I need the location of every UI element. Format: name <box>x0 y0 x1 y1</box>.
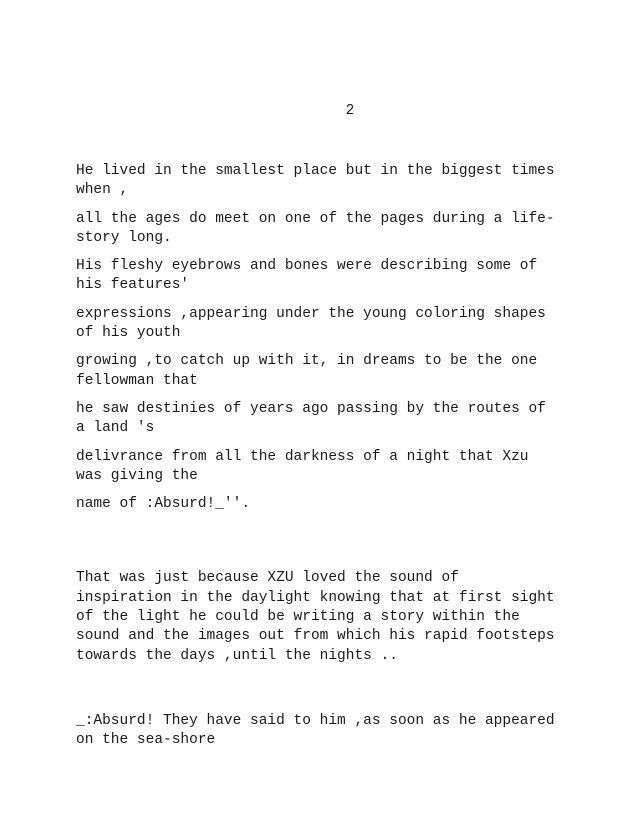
paragraph-spacer <box>76 523 566 542</box>
paragraph-inspiration: That was just because XZU loved the sound of inspiration in the daylight knowing that at first sight of the light he could be writing a story within the sound and the images out from which his rapid footsteps towards the days ,until the nights .. <box>76 570 555 664</box>
text-line: name of :Absurd!_''. <box>76 496 251 513</box>
paragraph-absurd: _:Absurd! They have said to him ,as soon as he appeared on the sea-shore <box>76 712 555 749</box>
text-line: expressions ,appearing under the young coloring shapes of his youth <box>76 305 546 342</box>
document-body <box>76 162 566 751</box>
text-line: He lived in the smallest place but in the biggest times when , <box>76 163 555 199</box>
text-line: he saw destinies of years ago passing by the routes of a land 's <box>76 400 546 437</box>
page-number: 2 <box>345 103 355 119</box>
text-line: His fleshy eyebrows and bones were describing some of his features' <box>76 258 538 294</box>
text-line: growing ,to catch up with it, in dreams to be the one fellowman that <box>76 353 538 389</box>
text-line: all the ages do meet on one of the pages during a life- story long. <box>76 210 555 246</box>
text-line: delivrance from all the darkness of a night that Xzu was giving the <box>76 448 529 484</box>
paragraph-spacer <box>76 666 566 685</box>
